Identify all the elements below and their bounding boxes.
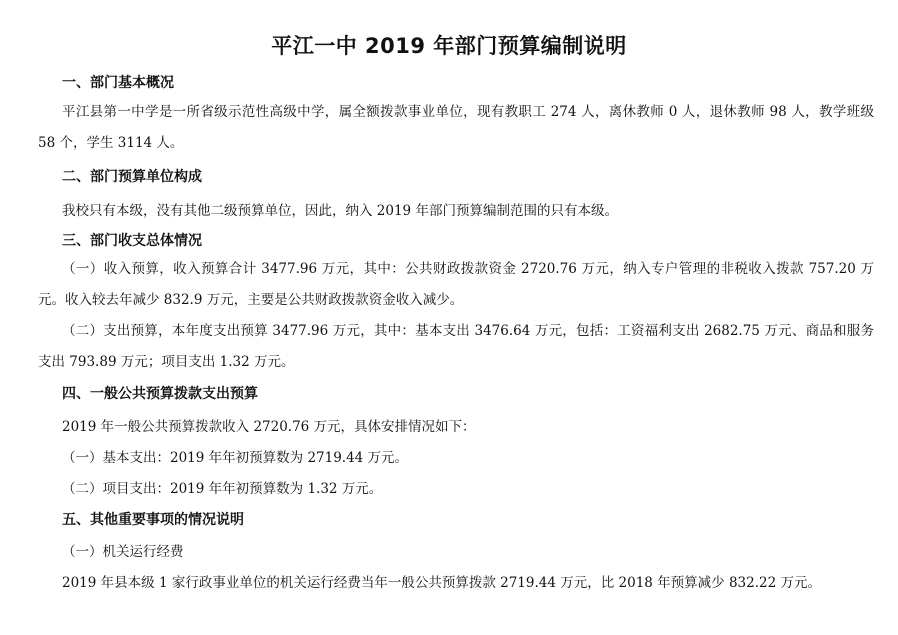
- paragraph-expense-budget: （二）支出预算，本年度支出预算 3477.96 万元，其中：基本支出 3476.64 万元，包括：工资福利支出 2682.75 万元、商品和服务支出 793.89 万元；项目支出 1.32 万元。: [38, 323, 874, 370]
- section-heading-public-budget: 四、一般公共预算拨款支出预算: [62, 386, 258, 402]
- paragraph-operating-funds: 2019 年县本级 1 家行政事业单位的机关运行经费当年一般公共预算拨款 2719.44 万元，比 2018 年预算减少 832.22 万元。: [62, 575, 821, 591]
- paragraph-project-expense: （二）项目支出：2019 年年初预算数为 1.32 万元。: [62, 481, 383, 497]
- paragraph-public-income: 2019 年一般公共预算拨款收入 2720.76 万元，具体安排情况如下：: [62, 419, 476, 435]
- section-heading-other-matters: 五、其他重要事项的情况说明: [62, 512, 244, 528]
- paragraph-income-budget: （一）收入预算，收入预算合计 3477.96 万元，其中：公共财政拨款资金 2720.76 万元，纳入专户管理的非税收入拨款 757.20 万元。收入较去年减少 832.9 万元，主要是公共财政拨款资金收入减少。: [38, 261, 874, 308]
- paragraph-units: 我校只有本级，没有其他二级预算单位，因此，纳入 2019 年部门预算编制范围的只有本级。: [62, 203, 618, 219]
- section-heading-units: 二、部门预算单位构成: [62, 169, 202, 185]
- paragraph-operating-funds-heading: （一）机关运行经费: [62, 544, 184, 560]
- document-title: 平江一中 2019 年部门预算编制说明: [271, 34, 627, 58]
- paragraph-basic-expense: （一）基本支出：2019 年年初预算数为 2719.44 万元。: [62, 450, 409, 466]
- section-heading-overview: 一、部门基本概况: [62, 75, 174, 91]
- section-heading-budget-overall: 三、部门收支总体情况: [62, 233, 202, 249]
- paragraph-overview: 平江县第一中学是一所省级示范性高级中学，属全额拨款事业单位，现有教职工 274 人，离休教师 0 人，退休教师 98 人，教学班级 58 个，学生 3114 人。: [38, 104, 874, 151]
